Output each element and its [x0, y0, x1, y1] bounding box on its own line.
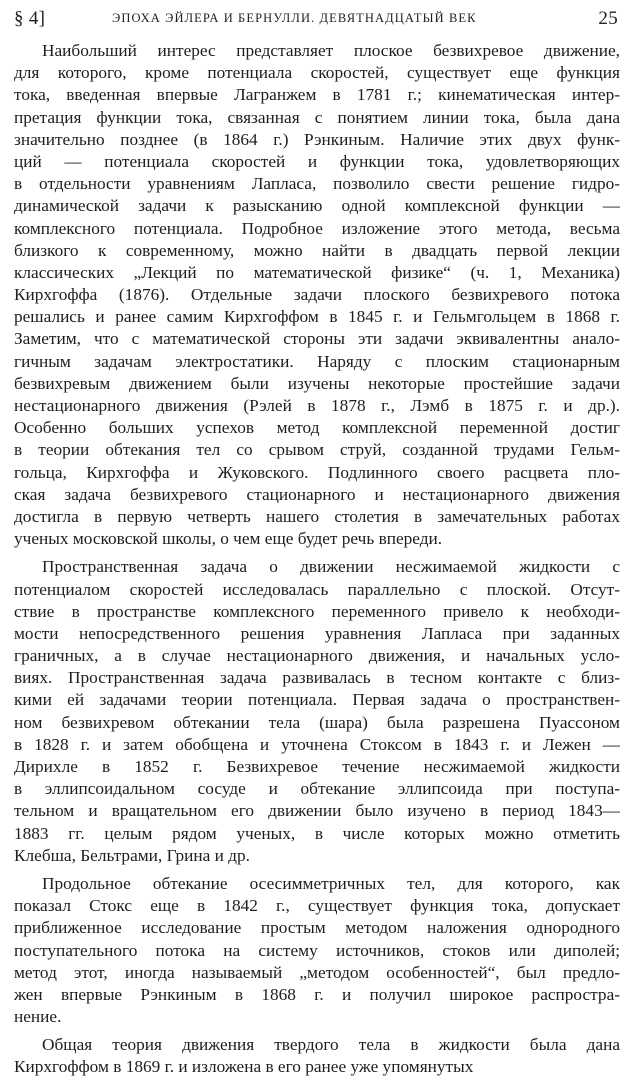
text-line: ном безвихревом обтекании тела (шара) была разрешена Пуассоном — [14, 712, 620, 732]
text-line: ций — потенциала скоростей и функции тока, удовлетворяющих — [14, 151, 620, 171]
text-line: близкого к современному, можно найти в двадцать первой лекции — [14, 240, 620, 260]
text-line: динамической задачи к разысканию одной комплексной функции — — [14, 196, 620, 216]
text-line: поступательного потока на систему источников, стоков или диполей; — [14, 940, 620, 960]
text-line: ученых московской школы, о чем еще будет речь впереди. — [14, 529, 443, 549]
paragraph — [14, 40, 620, 550]
text-line: тельном и вращательном его движении было изучено в период 1843— — [14, 801, 620, 821]
text-line: метод этот, иногда называемый „методом особенностей“, был предло- — [14, 962, 620, 982]
text-line: Дирихле в 1852 г. Безвихревое течение несжимаемой жидкости — [14, 757, 620, 776]
text-line: Клебша, Бельтрами, Грина и др. — [14, 845, 250, 865]
text-line: безвихревым движением были изучены некоторые простейшие задачи — [14, 373, 620, 393]
text-line: тока, введенная впервые Лагранжем в 1781 г.; кинематическая интер- — [14, 85, 620, 105]
text-line: показал Стокс еще в 1842 г., существует функция тока, допускает — [14, 896, 620, 916]
running-title: ЭПОХА ЭЙЛЕРА И БЕРНУЛЛИ. ДЕВЯТНАДЦАТЫЙ ВЕК — [112, 11, 477, 25]
text-line: значительно позднее (в 1864 г.) Рэнкиным. Наличие этих двух функ- — [14, 129, 620, 149]
text-line: Особенно больших успехов метод комплексной переменной достиг — [14, 418, 620, 438]
body-text — [14, 40, 620, 1085]
text-line: классических „Лекций по математической физике“ (ч. 1, Механика) — [14, 262, 620, 282]
text-line: решались и ранее самим Кирхгоффом в 1845 г. и Гельмгольцем в 1868 г. — [14, 307, 620, 327]
text-line: жен впервые Рэнкиным в 1868 г. и получил широкое распростра- — [14, 984, 620, 1004]
text-line: кими ей задачами теории потенциала. Первая задача о пространствен- — [14, 690, 620, 710]
text-line: гольца, Кирхгоффа и Жуковского. Подлинного своего расцвета пло- — [14, 462, 620, 482]
page-number: 25 — [598, 8, 618, 29]
text-line: достигла в первую четверть нашего столетия в замечательных работах — [14, 506, 620, 526]
text-line: граничных, а в случае нестационарного движения, и начальных усло- — [14, 646, 620, 666]
text-line: для которого, кроме потенциала скоростей, существует еще функция — [14, 63, 620, 83]
text-line: мости непосредственного решения уравнения Лапласа при заданных — [14, 623, 620, 643]
text-line: виях. Пространственная задача развивалась в тесном контакте с близ- — [14, 668, 620, 688]
text-line: ская задача безвихревого стационарного и нестационарного движения — [14, 484, 620, 504]
text-line: в отдельности уравнениям Лапласа, позволило свести решение гидро- — [14, 174, 620, 194]
text-line: Пространственная задача о движении несжимаемой жидкости с — [42, 557, 620, 577]
text-line: Заметим, что с математической стороны эти задачи эквивалентны анало- — [14, 329, 620, 349]
text-line: Кирхгоффом в 1869 г. и изложена в его ранее уже упомянутых — [14, 1057, 474, 1077]
text-line: 1883 гг. целым рядом ученых, в числе которых можно отметить — [14, 823, 620, 843]
text-line: в эллипсоидальном сосуде и обтекание эллипсоида при поступа- — [14, 779, 620, 799]
text-line: приближенное исследование простым методом наложения однородного — [14, 918, 620, 938]
text-line: нение. — [14, 1007, 62, 1027]
text-line: Кирхгоффа (1876). Отдельные задачи плоского безвихревого потока — [14, 285, 620, 305]
text-line: Продольное обтекание осесимметричных тел, для которого, как — [42, 873, 620, 893]
text-line: нестационарного движения (Рэлей в 1878 г., Лэмб в 1875 г. и др.). — [14, 396, 620, 415]
running-header — [14, 8, 618, 30]
paragraph — [14, 873, 620, 1028]
text-line: комплексного потенциала. Подробное изложение этого метода, весьма — [14, 218, 620, 238]
text-line: гичным задачам электростатики. Наряду с плоским стационарным — [14, 351, 620, 371]
text-line: ствие в пространстве комплексного переменного привело к необходи- — [14, 601, 620, 621]
text-line: Общая теория движения твердого тела в жидкости была дана — [42, 1035, 620, 1055]
text-line: Наибольший интерес представляет плоское безвихревое движение, — [42, 41, 620, 60]
text-line: в 1828 г. и затем обобщена и уточнена Стоксом в 1843 г. и Лежен — — [14, 734, 620, 754]
section-marker: § 4] — [14, 8, 46, 29]
text-line: потенциалом скоростей исследовалась параллельно с плоской. Отсут- — [14, 579, 620, 599]
text-line: претация функции тока, связанная с понятием линии тока, была дана — [14, 107, 620, 127]
paragraph — [14, 1034, 620, 1078]
paragraph — [14, 556, 620, 867]
text-line: в теории обтекания тел со срывом струй, созданной трудами Гельм- — [14, 440, 620, 460]
